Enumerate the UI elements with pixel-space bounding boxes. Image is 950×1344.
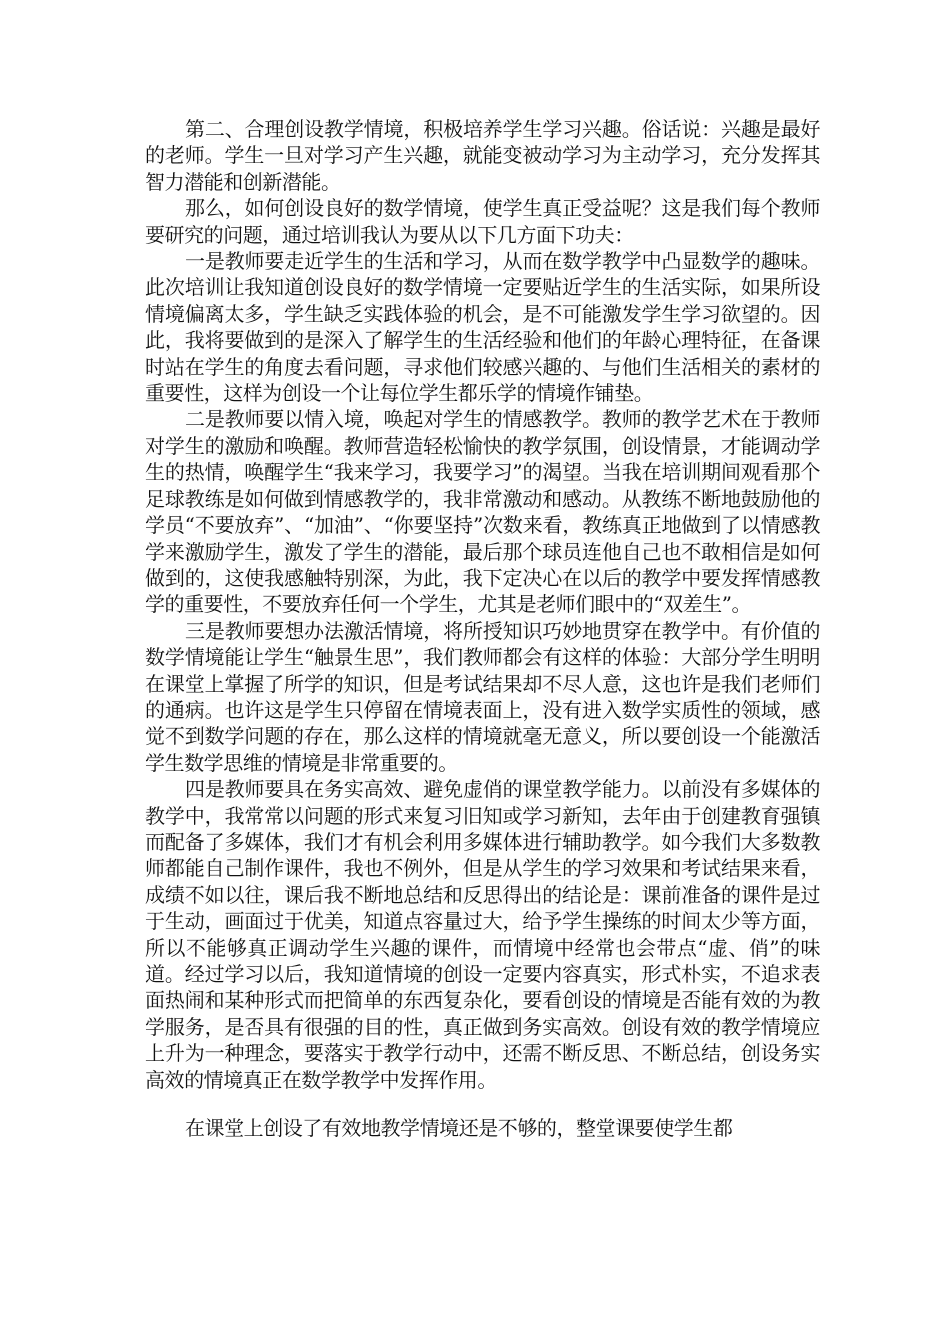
paragraph-spacer: [145, 1093, 820, 1115]
paragraph-point-two: 二是教师要以情入境，唤起对学生的情感教学。教师的教学艺术在于教师对学生的激励和唤醒。教师营造轻松愉快的教学氛围，创设情景，才能调动学生的热情，唤醒学生“我来学习，我要学习”的渴望。当我在培训期间观看那个足球教练是如何做到情感教学的，我非常激动和感动。从教练不断地鼓励他的学员“不要放弃”、“加油”、“你要坚持”次数来看，教练真正地做到了以情感教学来激励学生，激发了学生的潜能，最后那个球员连他自己也不敢相信是如何做到的，这使我感触特别深，为此，我下定决心在以后的教学中要发挥情感教学的重要性，不要放弃任何一个学生，尤其是老师们眼中的“双差生”。: [145, 407, 820, 617]
paragraph-point-three: 三是教师要想办法激活情境，将所授知识巧妙地贯穿在教学中。有价值的数学情境能让学生“触景生思”，我们教师都会有这样的体验：大部分学生明明在课堂上掌握了所学的知识，但是考试结果却不尽人意，这也许是我们老师们的通病。也许这是学生只停留在情境表面上，没有进入数学实质性的领域，感觉不到数学问题的存在，那么这样的情境就毫无意义，所以要创设一个能激活学生数学思维的情境是非常重要的。: [145, 618, 820, 775]
paragraph-continuation: 在课堂上创设了有效地教学情境还是不够的，整堂课要使学生都: [185, 1116, 733, 1141]
document-page: [145, 116, 820, 1141]
paragraph-point-one: 一是教师要走近学生的生活和学习，从而在数学教学中凸显数学的趣味。 此次培训让我知道创设良好的数学情境一定要贴近学生的生活实际，如果所设情境偏离太多，学生缺乏实践体验的机会，是不可能激发学生学习欲望的。因此，我将要做到的是深入了解学生的生活经验和他们的年龄心理特征，在备课时站在学生的角度去看问题，寻求他们较感兴趣的、与他们生活相关的素材的重要性，这样为创设一个让每位学生都乐学的情境作铺垫。: [145, 249, 820, 406]
paragraph-interest: 第二、合理创设教学情境，积极培养学生学习兴趣。俗话说：兴趣是最好的老师。学生一旦对学习产生兴趣，就能变被动学习为主动学习，充分发挥其智力潜能和创新潜能。: [145, 117, 820, 194]
paragraph-point-four: 四是教师要具在务实高效、避免虚俏的课堂教学能力。以前没有多媒体的教学中，我常常以问题的形式来复习旧知或学习新知，去年由于创建教育强镇而配备了多媒体，我们才有机会利用多媒体进行辅助教学。如今我们大多数教师都能自己制作课件，我也不例外，但是从学生的学习效果和考试结果来看，成绩不如以往，课后我不断地总结和反思得出的结论是：课前准备的课件是过于生动，画面过于优美，知道点容量过大，给予学生操练的时间太少等方面，所以不能够真正调动学生兴趣的课件，而情境中经常也会带点“虚、俏”的味道。经过学习以后，我知道情境的创设一定要内容真实，形式朴实，不追求表面热闹和某种形式而把简单的东西复杂化，要看创设的情境是否能有效的为教学服务，是否具有很强的目的性，真正做到务实高效。创设有效的教学情境应上升为一种理念，要落实于教学行动中，还需不断反思、不断总结，创设务实高效的情境真正在数学教学中发挥作用。: [145, 777, 820, 1092]
paragraph-question: 那么，如何创设良好的数学情境，使学生真正受益呢？这是我们每个教师要研究的问题，通过培训我认为要从以下几方面下功夫：: [145, 196, 820, 247]
